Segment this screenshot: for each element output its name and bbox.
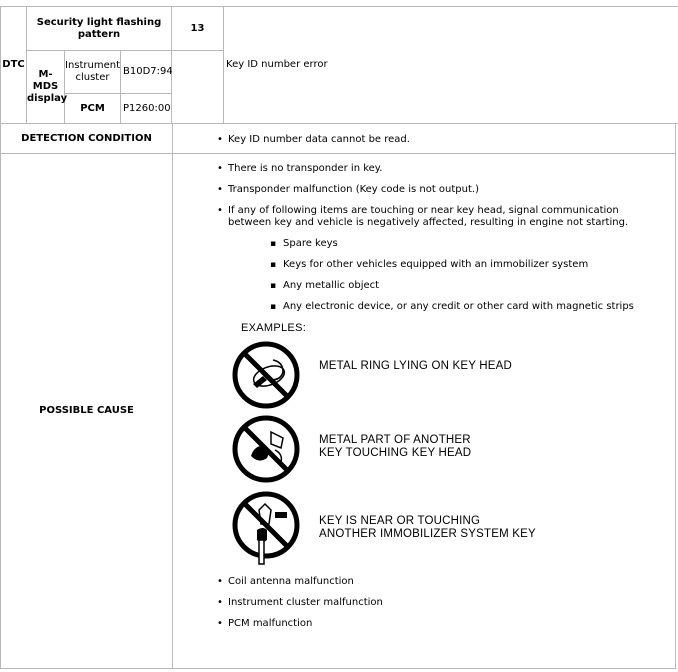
cause-item: • Transponder malfunction (Key code is not output.) (217, 184, 635, 196)
sub-cause-item: ▪ Any metallic object (270, 280, 635, 292)
key-touching-prohibited-icon (231, 414, 301, 484)
example-row (129, 490, 675, 570)
security-light-value: 13 (172, 7, 224, 51)
possible-cause-cell (173, 154, 676, 669)
sub-cause-item: ▪ Any electronic device, or any credit or other card with magnetic strips (270, 301, 635, 313)
cause-item: • Instrument cluster malfunction (217, 597, 635, 609)
sub-cause-list (228, 238, 635, 313)
pcm-label: PCM (65, 94, 121, 124)
cause-item: • PCM malfunction (217, 618, 635, 630)
dtc-description: Key ID number error (224, 7, 678, 124)
sub-cause-item: ▪ Keys for other vehicles equipped with an immobilizer system (270, 259, 635, 271)
pcm-code: P1260:00 (121, 94, 172, 124)
cause-item: • Coil antenna malfunction (217, 576, 635, 588)
metal-ring-prohibited-icon (231, 340, 301, 410)
detection-condition-cell (173, 124, 676, 154)
example-row (129, 340, 675, 420)
detection-condition-label: DETECTION CONDITION (1, 124, 173, 154)
possible-cause-label: POSSIBLE CAUSE (1, 154, 173, 669)
instrument-cluster-code: B10D7:94 (121, 51, 172, 94)
example-caption: KEY IS NEAR OR TOUCHING ANOTHER IMMOBILIZER SYSTEM KEY (319, 515, 536, 540)
cause-item (217, 205, 635, 313)
mmds-display-label: M-MDS display (27, 51, 65, 124)
example-row (129, 414, 675, 494)
dtc-table (0, 6, 678, 124)
two-keys-prohibited-icon (231, 490, 301, 570)
security-light-label: Security light flashing pattern (27, 7, 172, 51)
detection-item: • Key ID number data cannot be read. (217, 134, 635, 146)
example-caption: METAL RING LYING ON KEY HEAD (319, 360, 513, 372)
instrument-cluster-label: Instrument cluster (65, 51, 121, 94)
sub-cause-item: ▪ Spare keys (270, 238, 635, 250)
example-caption: METAL PART OF ANOTHER KEY TOUCHING KEY HEAD (319, 434, 472, 459)
dtc-label: DTC (1, 7, 27, 124)
cause-item: • There is no transponder in key. (217, 163, 635, 175)
cause-table (0, 123, 676, 669)
cause-item-text: If any of following items are touching or near key head, signal communication between key and vehicle is negatively affected, resulting in engine not starting. (228, 205, 629, 228)
examples-label: EXAMPLES: (241, 322, 307, 334)
